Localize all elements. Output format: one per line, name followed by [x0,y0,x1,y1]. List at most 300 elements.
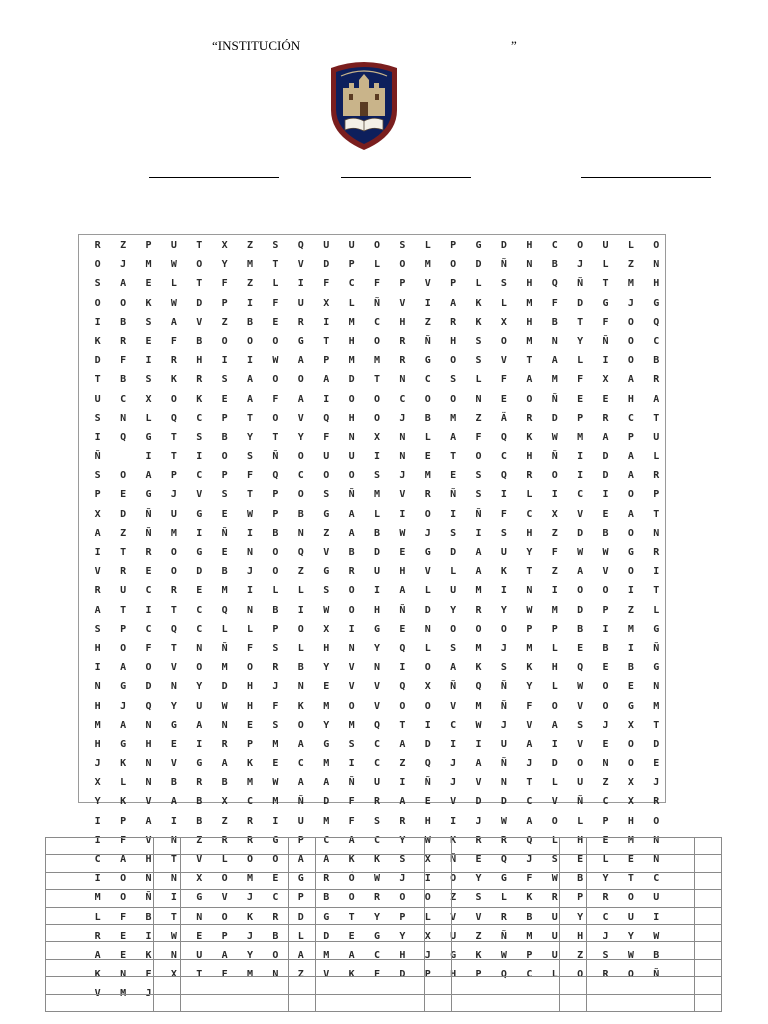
grid-letter: Y [247,431,254,443]
grid-letter: X [627,777,634,789]
grid-letter: B [424,412,431,424]
grid-letter: R [272,662,279,674]
grid-letter: O [627,892,634,904]
grid-letter: W [577,547,584,558]
grid-letter: V [500,355,507,367]
grid-letter: V [475,777,482,789]
grid-letter: N [653,681,660,693]
grid-letter: M [475,585,482,597]
grid-letter: L [170,278,177,290]
grid-letter: O [348,604,355,616]
grid-letter: M [475,642,482,654]
grid-letter: E [475,854,482,865]
grid-letter: Z [551,527,558,539]
grid-letter: O [247,335,254,347]
grid-letter: F [272,393,279,405]
word-cell [451,959,559,976]
grid-letter: D [602,451,609,463]
grid-letter: N [247,604,254,616]
grid-letter: J [399,470,406,482]
word-cell [451,994,559,1011]
grid-letter: R [221,834,228,846]
grid-letter: X [424,930,431,942]
word-cell [181,855,289,872]
grid-letter: A [551,719,558,731]
grid-letter: F [247,642,254,654]
grid-letter: Z [297,969,304,981]
grid-letter: Ñ [500,758,507,770]
grid-letter: J [247,930,254,942]
grid-letter: L [272,585,279,597]
grid-letter: M [272,738,279,750]
grid-letter: S [475,470,482,482]
grid-letter: V [373,700,380,712]
word-cell [316,924,424,941]
grid-letter: F [120,911,127,923]
grid-letter: P [247,738,254,750]
grid-letter: W [500,949,507,961]
word-cell [316,838,424,855]
grid-letter: A [94,604,101,616]
grid-letter: E [348,930,355,942]
grid-letter: W [475,719,482,731]
grid-letter: B [551,259,558,271]
grid-letter: S [94,412,101,424]
grid-letter: N [247,547,254,558]
word-cell [46,994,154,1011]
grid-letter: O [272,374,279,386]
grid-letter: P [221,297,228,309]
grid-letter: Y [627,930,634,942]
grid-letter: W [627,949,634,961]
grid-letter: Z [323,527,330,539]
grid-letter: N [653,834,660,846]
grid-letter: I [373,585,380,597]
grid-letter: A [348,508,355,520]
grid-letter: V [475,911,482,923]
grid-letter: Ñ [272,451,279,463]
grid-letter: K [196,393,203,405]
grid-letter: V [399,489,406,501]
grid-letter: Q [500,431,507,443]
grid-letter: S [272,240,279,251]
grid-letter: O [272,335,279,347]
check-cell [289,890,316,907]
grid-letter: K [526,431,533,443]
check-cell [154,924,181,941]
grid-letter: N [348,431,355,443]
word-list-row [46,890,722,907]
grid-letter: I [602,623,609,635]
grid-letter: M [272,796,279,808]
grid-letter: A [145,470,152,482]
grid-letter: A [247,374,254,386]
grid-letter: K [145,949,152,961]
word-cell [181,872,289,889]
word-cell [586,855,694,872]
check-cell [559,907,586,924]
grid-letter: A [297,949,304,961]
grid-letter: X [145,393,152,405]
school-crest-icon [323,58,405,152]
grid-letter: N [94,681,101,693]
grid-letter: X [551,508,558,520]
grid-letter: H [323,642,330,654]
grid-letter: O [399,700,406,712]
grid-letter: Ñ [94,451,101,463]
grid-letter: W [551,873,558,885]
grid-letter: M [526,297,533,309]
grid-letter: Y [94,796,101,808]
grid-letter: H [526,240,533,251]
check-cell [289,838,316,855]
grid-letter: L [653,604,660,616]
grid-letter: E [653,758,660,770]
grid-letter: H [653,278,660,290]
grid-letter: I [602,355,609,367]
grid-letter: E [272,316,279,328]
grid-letter: Z [627,259,634,271]
grid-letter: B [221,777,228,789]
grid-letter: E [196,585,203,597]
grid-letter: X [323,623,330,635]
grid-letter: D [577,604,584,616]
grid-letter: Q [170,412,177,424]
grid-letter: Q [399,642,406,654]
institution-title-close: ” [511,38,517,53]
grid-letter: X [424,681,431,693]
grid-letter: A [627,451,634,463]
grid-letter: S [500,527,507,539]
grid-letter: Ñ [424,335,431,347]
grid-letter: O [297,451,304,463]
grid-letter: Ñ [399,604,406,616]
grid-letter: A [247,393,254,405]
grid-letter: V [297,412,304,424]
grid-letter: X [94,508,101,520]
grid-letter: Q [145,700,152,712]
grid-letter: N [373,662,380,674]
grid-letter: Ñ [424,777,431,789]
grid-letter: O [627,758,634,770]
grid-letter: O [373,393,380,405]
grid-letter: M [323,758,330,770]
grid-letter: T [170,604,177,616]
grid-letter: X [373,431,380,443]
grid-letter: J [247,566,254,578]
grid-letter: M [145,259,152,271]
grid-letter: N [399,451,406,463]
grid-letter: I [247,527,254,539]
grid-letter: Q [297,547,304,558]
grid-letter: O [120,873,127,885]
grid-letter: P [577,412,584,424]
grid-letter: B [221,431,228,443]
grid-letter: R [348,566,355,578]
grid-letter: H [424,815,431,827]
check-cell [154,959,181,976]
grid-letter: F [221,969,228,981]
grid-letter: I [500,489,507,501]
grid-letter: I [399,662,406,674]
grid-letter: O [424,662,431,674]
grid-letter: Ñ [551,451,558,463]
grid-letter: T [348,911,355,923]
grid-letter: V [348,681,355,693]
grid-letter: E [221,508,228,520]
word-list-row [46,924,722,941]
grid-letter: G [373,623,380,635]
grid-letter: P [221,470,228,482]
word-list-row [46,994,722,1011]
grid-letter: R [602,969,609,981]
grid-letter: O [272,949,279,961]
grid-letter: U [94,393,101,405]
word-cell [316,890,424,907]
grid-letter: K [247,758,254,770]
grid-letter: Q [526,834,533,846]
grid-letter: C [653,335,660,347]
grid-letter: A [551,355,558,367]
grid-letter: N [145,777,152,789]
grid-letter: O [170,547,177,558]
grid-letter: Z [475,412,482,424]
grid-letter: A [221,949,228,961]
grid-letter: N [170,873,177,885]
grid-letter: I [196,738,203,750]
grid-letter: M [247,777,254,789]
grid-letter: B [297,662,304,674]
grid-letter: A [145,815,152,827]
grid-letter: V [577,700,584,712]
grid-letter: P [399,278,406,290]
grid-letter: B [653,949,660,961]
grid-letter: D [323,796,330,808]
grid-letter: E [120,930,127,942]
grid-letter: O [348,892,355,904]
grid-letter: K [475,297,482,309]
word-cell [46,942,154,959]
grid-letter: O [627,738,634,750]
check-cell [289,942,316,959]
grid-letter: N [551,335,558,347]
grid-letter: A [120,278,127,290]
grid-letter: D [653,738,660,750]
grid-letter: Ñ [373,297,380,309]
grid-letter: J [272,681,279,693]
check-cell [694,872,721,889]
grid-letter: E [602,393,609,405]
grid-letter: L [577,815,584,827]
grid-letter: I [247,355,254,367]
check-cell [424,872,451,889]
grid-letter: M [247,259,254,271]
grid-letter: K [145,297,152,309]
grid-letter: J [627,297,634,309]
grid-letter: O [577,758,584,770]
grid-letter: Ä [500,412,507,424]
grid-letter: G [196,547,203,558]
grid-letter: K [94,969,101,981]
grid-letter: O [450,623,457,635]
grid-letter: P [627,431,634,443]
grid-letter: O [94,259,101,271]
grid-letter: Z [551,566,558,578]
grid-letter: M [348,355,355,367]
grid-letter: D [297,911,304,923]
check-cell [154,994,181,1011]
grid-letter: T [170,911,177,923]
grid-letter: M [170,527,177,539]
word-list-row [46,977,722,994]
grid-letter: Q [373,719,380,731]
grid-letter: S [272,642,279,654]
grid-letter: Ñ [348,489,355,501]
grid-letter: O [500,335,507,347]
grid-letter: I [170,815,177,827]
grid-letter: R [551,892,558,904]
grid-letter: K [297,700,304,712]
grid-letter: O [627,489,634,501]
grid-letter: U [348,240,355,251]
grid-letter: Y [196,681,203,693]
grid-letter: G [120,681,127,693]
grid-letter: G [323,738,330,750]
grid-letter: I [577,470,584,482]
institution-title-open: “INSTITUCIÓN [212,38,301,53]
grid-letter: G [627,700,634,712]
grid-letter: Ñ [221,527,228,539]
grid-letter: K [348,854,355,865]
grid-letter: O [627,335,634,347]
grid-letter: G [196,892,203,904]
grid-letter: N [399,431,406,443]
grid-letter: A [475,547,482,558]
grid-letter: O [653,815,660,827]
grid-letter: E [120,489,127,501]
grid-letter: O [475,623,482,635]
grid-letter: O [348,700,355,712]
grid-letter: C [247,796,254,808]
grid-letter: O [170,393,177,405]
grid-letter: I [627,585,634,597]
grid-letter: H [526,451,533,463]
grid-letter: Q [297,240,304,251]
grid-letter: T [196,278,203,290]
word-list-row [46,907,722,924]
grid-letter: Q [323,412,330,424]
grid-letter: C [196,412,203,424]
grid-letter: O [297,374,304,386]
grid-letter: M [627,623,634,635]
grid-letter: B [170,777,177,789]
grid-letter: E [145,335,152,347]
grid-letter: W [170,930,177,942]
grid-letter: D [424,604,431,616]
grid-letter: A [297,777,304,789]
grid-letter: Q [272,470,279,482]
grid-letter: I [653,566,660,578]
grid-letter: K [475,316,482,328]
grid-letter: O [272,566,279,578]
grid-letter: N [602,758,609,770]
grid-letter: J [424,527,431,539]
grid-letter: A [475,758,482,770]
grid-letter: R [399,815,406,827]
check-cell [154,855,181,872]
grid-letter: B [323,892,330,904]
grid-letter: P [145,240,152,251]
grid-letter: X [94,777,101,789]
grid-letter: F [323,278,330,290]
check-cell [694,890,721,907]
grid-letter: D [323,930,330,942]
check-cell [559,942,586,959]
check-cell [289,994,316,1011]
grid-letter: O [627,566,634,578]
blank-line-2 [341,177,471,178]
grid-letter: G [297,335,304,347]
grid-letter: U [297,297,304,309]
grid-letter: W [272,777,279,789]
grid-letter: W [602,547,609,558]
grid-letter: F [475,431,482,443]
grid-letter: A [627,470,634,482]
grid-letter: H [145,738,152,750]
word-list-row [46,872,722,889]
grid-letter: S [450,527,457,539]
grid-letter: R [94,240,101,251]
word-cell [46,838,154,855]
grid-letter: A [526,374,533,386]
check-cell [424,855,451,872]
word-cell [451,855,559,872]
grid-letter: P [450,278,457,290]
grid-letter: I [424,873,431,885]
grid-letter: N [170,949,177,961]
grid-letter: Y [221,259,228,271]
grid-letter: Z [627,604,634,616]
grid-letter: K [450,834,457,846]
grid-letter: V [348,662,355,674]
grid-letter: T [653,412,660,424]
grid-letter: M [348,719,355,731]
grid-letter: U [653,431,660,443]
grid-letter: L [475,278,482,290]
grid-letter: O [424,700,431,712]
grid-letter: L [602,259,609,271]
grid-letter: Q [500,470,507,482]
grid-letter: M [323,700,330,712]
grid-letter: Ñ [475,508,482,520]
grid-letter: N [653,259,660,271]
check-cell [154,907,181,924]
grid-letter: D [348,374,355,386]
word-cell [586,872,694,889]
grid-letter: C [373,738,380,750]
check-cell [424,907,451,924]
grid-letter: W [247,508,254,520]
grid-letter: S [373,470,380,482]
grid-letter: S [272,719,279,731]
grid-letter: A [348,834,355,846]
grid-letter: C [196,470,203,482]
grid-letter: P [272,623,279,635]
grid-letter: O [348,470,355,482]
grid-letter: B [373,527,380,539]
grid-letter: D [577,527,584,539]
grid-letter: L [94,911,101,923]
